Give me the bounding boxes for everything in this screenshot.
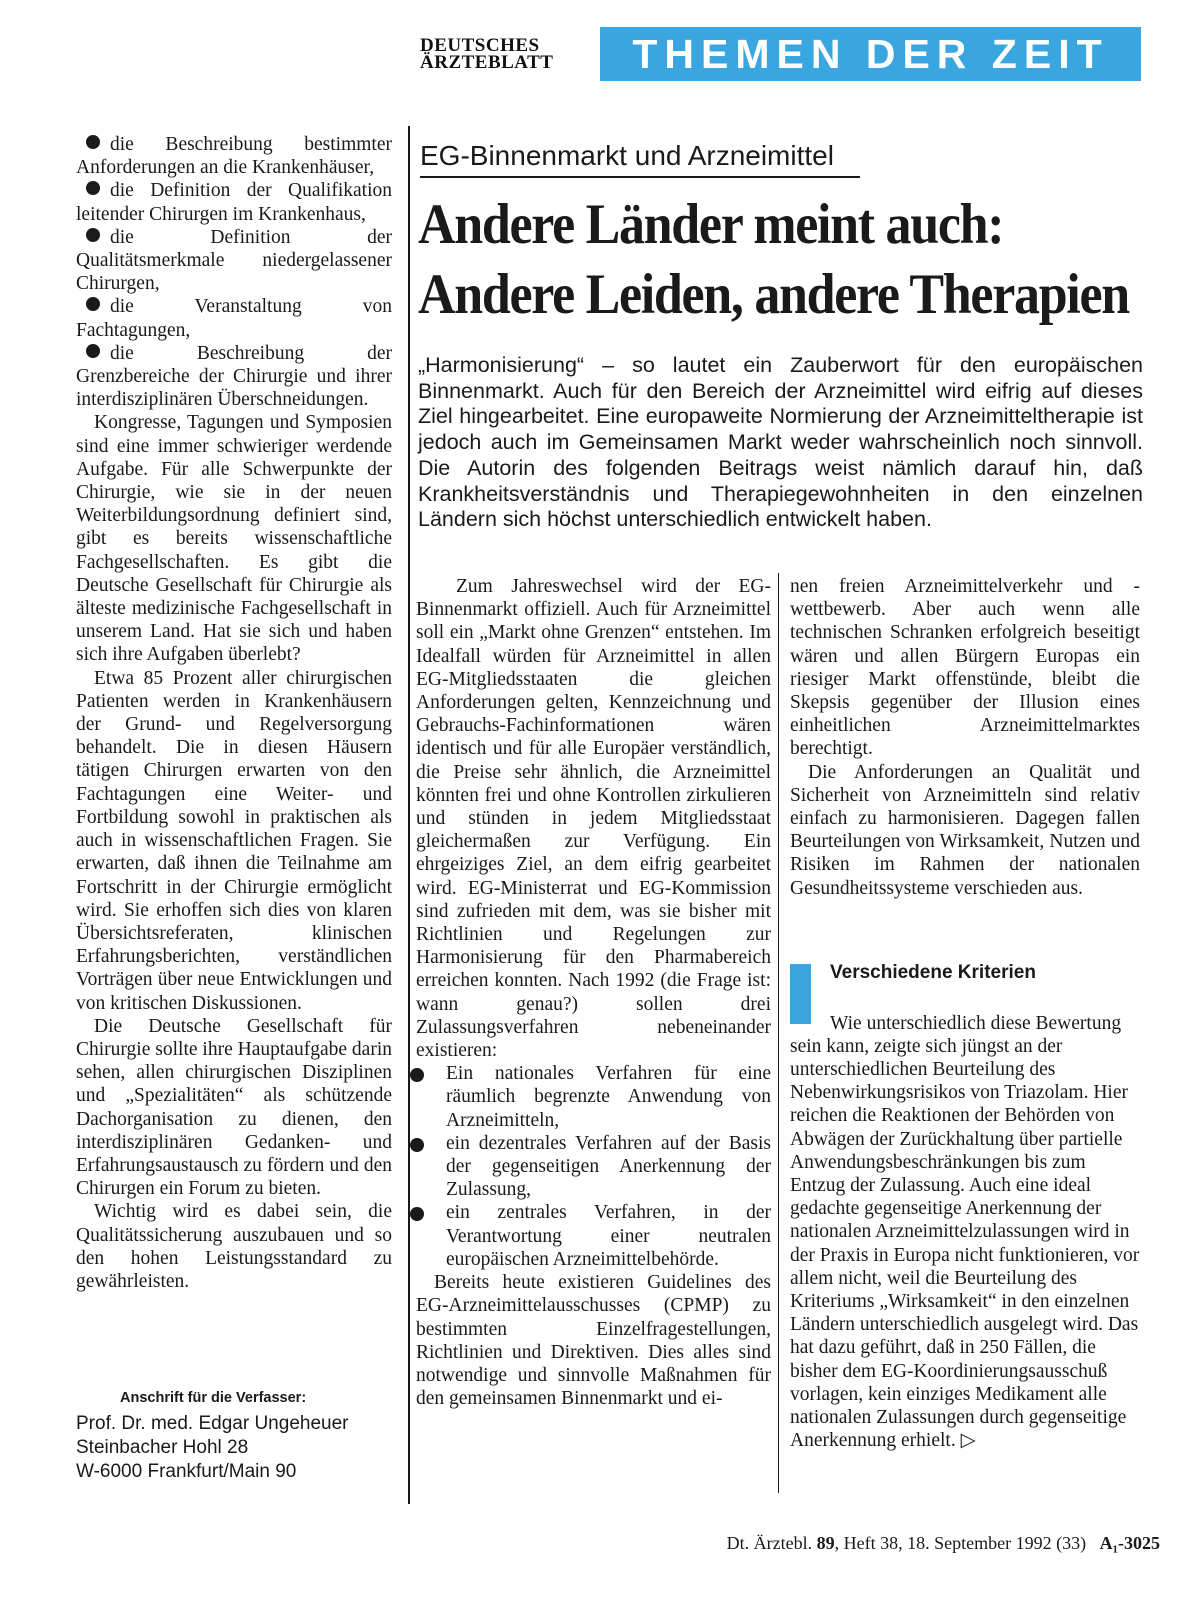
left-paragraph: Wichtig wird es dabei sein, die Qualitätssicherung auszubauen und so den hohen Leistungsstandard zu gewährleisten. bbox=[76, 1201, 392, 1292]
left-column bbox=[76, 133, 392, 1293]
author-address bbox=[76, 1412, 392, 1484]
bullet-icon bbox=[86, 344, 100, 358]
logo-line-1: DEUTSCHES bbox=[420, 35, 540, 56]
left-bullet-item: die Definition der Qualifikation leitender Chirurgen im Krankenhaus, bbox=[76, 180, 392, 225]
middle-paragraph: Zum Jahreswechsel wird der EG-Binnenmarkt offiziell. Auch für Arzneimittel soll ein „Markt ohne Grenzen“ entstehen. Im Idealfall würden für Arzneimittel in allen EG-Mitgliedsstaaten die gleichen Anforderungen gelten, Kennzeichnung und Gebrauchs-Fachinformationen wären identisch und für alle Europäer verständlich, die Preise sehr ähnlich, die Arzneimittel könnten frei und ohne Kontrollen zirkulieren und stünden in jedem Mitgliedsstaat gleichermaßen zur Verfügung. Ein ehrgeiziges Ziel, an dem eifrig gearbeitet wird. EG-Ministerrat und EG-Kommission sind zufrieden mit dem, was sie bisher mit Richtlinien und Regelungen zur Harmonisierung für den Pharmabereich erreichen konnten. Nach 1992 (die Frage ist: wann genau?) sollen drei Zulassungsverfahren nebeneinander existieren: bbox=[416, 576, 771, 1062]
right-column-continued bbox=[790, 992, 1140, 1472]
article-headline bbox=[418, 190, 1148, 331]
right-paragraph: Die Anforderungen an Qualität und Sicherheit von Arzneimitteln sind relativ einfach zu harmonisieren. Dagegen fallen Beurteilungen von Wirksamkeit, Nutzen und Risiken im Rahmen der nationalen Gesundheitssysteme verschieden aus. bbox=[790, 761, 1140, 899]
left-paragraph: Kongresse, Tagungen und Symposien sind eine immer schwieriger werdende Aufgabe. Für alle Schwerpunkte der Chirurgie, wie sie in der neuen Weiterbildungsordnung definiert sind, gibt es bereits wissenschaftliche Fachgesellschaften. Es gibt die Deutsche Gesellschaft für Chirurgie als älteste medizinische Fachgesellschaft in unserem Land. Hat sie sich und haben sich ihre Aufgaben überlebt? bbox=[76, 412, 392, 666]
logo-line-2: ÄRZTEBLATT bbox=[420, 52, 554, 73]
bullet-icon bbox=[410, 1207, 424, 1221]
bullet-icon bbox=[410, 1138, 424, 1152]
address-title: Anschrift für die Verfasser: bbox=[120, 1390, 307, 1406]
left-bullet-item: die Beschreibung bestimmter Anforderungen an die Krankenhäuser, bbox=[76, 134, 392, 179]
left-paragraph: Etwa 85 Prozent aller chirurgischen Patienten werden in Krankenhäusern der Grund- und Regelversorgung behandelt. Die in diesen Häusern tätigen Chirurgen erwarten von den Fachtagungen eine Weiter- und Fortbildung sowohl in praktischen als auch in wissenschaftlichen Fragen. Sie erwarten, daß ihnen die Teilnahme am Fortschritt in der Chirurgie ermöglicht wird. Sie erhoffen sich dies von klaren Übersichtsreferaten, klinischen Erfahrungsberichten, verständlichen Vorträgen über neue Entwicklungen und von kritischen Diskussionen. bbox=[76, 667, 392, 1014]
list-item: Ein nationales Verfahren für eine räumlich begrenzte Anwendung von Arzneimitteln, bbox=[416, 1062, 771, 1132]
address-line: Steinbacher Hohl 28 bbox=[76, 1437, 249, 1458]
right-paragraph: Wie unterschiedlich diese Bewertung sein kann, zeigte sich jüngst an der unterschiedlichen Beurteilung des Nebenwirkungsrisikos von Triazolam. Hier reichen die Reaktionen der Behörden von Abwägen der Zurückhaltung über partielle Anwendungsbeschränkungen bis zum Entzug der Zulassung. Auch eine ideal gedachte gegenseitige Anerkennung der nationalen Arzneimittelzulassungen wird in der Praxis in Europa nicht funktionieren, vor allem nicht, weil die Beurteilung des Kriteriums „Wirksamkeit“ in den einzelnen Ländern unterschiedlich ausgelegt wird. Das hat dazu geführt, daß in 250 Fällen, die bisher dem EG-Koordinierungsausschuß vorlagen, kein einziges Medikament alle nationalen Zulassungen durch gegenseitige Anerkennung erhielt. ▷ bbox=[790, 1012, 1140, 1452]
continue-arrow-icon: ▷ bbox=[960, 1430, 976, 1452]
footer-journal: Dt. Ärztebl. bbox=[726, 1533, 813, 1553]
address-line: Prof. Dr. med. Edgar Ungeheuer bbox=[76, 1413, 349, 1434]
column-divider bbox=[778, 573, 779, 1493]
page-footer bbox=[560, 1533, 1160, 1554]
article-teaser: „Harmonisierung“ – so lautet ein Zauberwort für den europäischen Binnenmarkt. Auch für den Bereich der Arzneimittel wird eifrig auf dieses Ziel hingearbeitet. Eine europaweite Normierung der Arzneimitteltherapie ist jedoch auch im Gemeinsamen Markt weder wahrscheinlich noch sinnvoll. Die Autorin des folgenden Beitrags weist nämlich darauf hin, daß Krankheitsverständnis und Therapiegewohnheiten in den einzelnen Ländern sich höchst unterschiedlich entwickelt haben. bbox=[418, 353, 1143, 532]
footer-issue: , Heft 38, 18. September 1992 (33) bbox=[834, 1533, 1087, 1553]
headline-line-2: Andere Leiden, andere Therapien bbox=[418, 263, 1129, 327]
address-line: W-6000 Frankfurt/Main 90 bbox=[76, 1461, 297, 1482]
journal-logo bbox=[420, 37, 590, 71]
list-item: ein dezentrales Verfahren auf der Basis der gegenseitigen Anerkennung der Zulassung, bbox=[416, 1132, 771, 1202]
left-bullet-item: die Veranstaltung von Fachtagungen, bbox=[76, 296, 392, 341]
article-kicker: EG-Binnenmarkt und Arzneimittel bbox=[420, 140, 860, 178]
bullet-icon bbox=[86, 228, 100, 242]
section-banner: THEMEN DER ZEIT bbox=[600, 27, 1141, 81]
middle-column bbox=[416, 575, 771, 1410]
subhead: Verschiedene Kriterien bbox=[830, 962, 1036, 983]
headline-line-1: Andere Länder meint auch: bbox=[418, 193, 1004, 256]
middle-paragraph: Bereits heute existieren Guidelines des EG-Arzneimittelausschusses (CPMP) zu bestimmten Einzelfragestellungen, Richtlinien und Direktiven. Dies alles sind notwendige und sinnvolle Maßnahmen für den gemeinsamen Binnenmarkt und ei- bbox=[416, 1272, 771, 1410]
bullet-icon bbox=[86, 297, 100, 311]
right-paragraph: nen freien Arzneimittelverkehr und -wettbewerb. Aber auch wenn alle technischen Schranken erfolgreich beseitigt wären und allen Bürgern Europas ein riesiger Markt offenstünde, bleibt die Skepsis gegenüber der Illusion eines einheitlichen Arzneimittelmarktes berechtigt. bbox=[790, 576, 1140, 760]
footer-page-number: A₁-3025 bbox=[1099, 1533, 1160, 1553]
column-divider bbox=[408, 126, 410, 1504]
list-item: ein zentrales Verfahren, in der Verantwortung einer neutralen europäischen Arzneimittelbehörde. bbox=[416, 1201, 771, 1271]
right-column bbox=[790, 575, 1140, 900]
bullet-icon bbox=[86, 181, 100, 195]
procedure-list bbox=[416, 1062, 771, 1271]
left-paragraph: Die Deutsche Gesellschaft für Chirurgie sollte ihre Hauptaufgabe darin sehen, allen chirurgischen Disziplinen und „Spezialitäten“ als schützende Dachorganisation zu dienen, den interdisziplinären Gedanken- und Erfahrungsaustausch zu fördern und den Chirurgen ein Forum zu bieten. bbox=[76, 1015, 392, 1200]
left-bullet-item: die Definition der Qualitätsmerkmale niedergelassener Chirurgen, bbox=[76, 226, 392, 295]
bullet-icon bbox=[86, 135, 100, 149]
bullet-icon bbox=[410, 1068, 424, 1082]
footer-volume: 89 bbox=[816, 1533, 835, 1553]
left-bullet-item: die Beschreibung der Grenzbereiche der Chirurgie und ihrer interdisziplinären Überschneidungen. bbox=[76, 342, 392, 411]
